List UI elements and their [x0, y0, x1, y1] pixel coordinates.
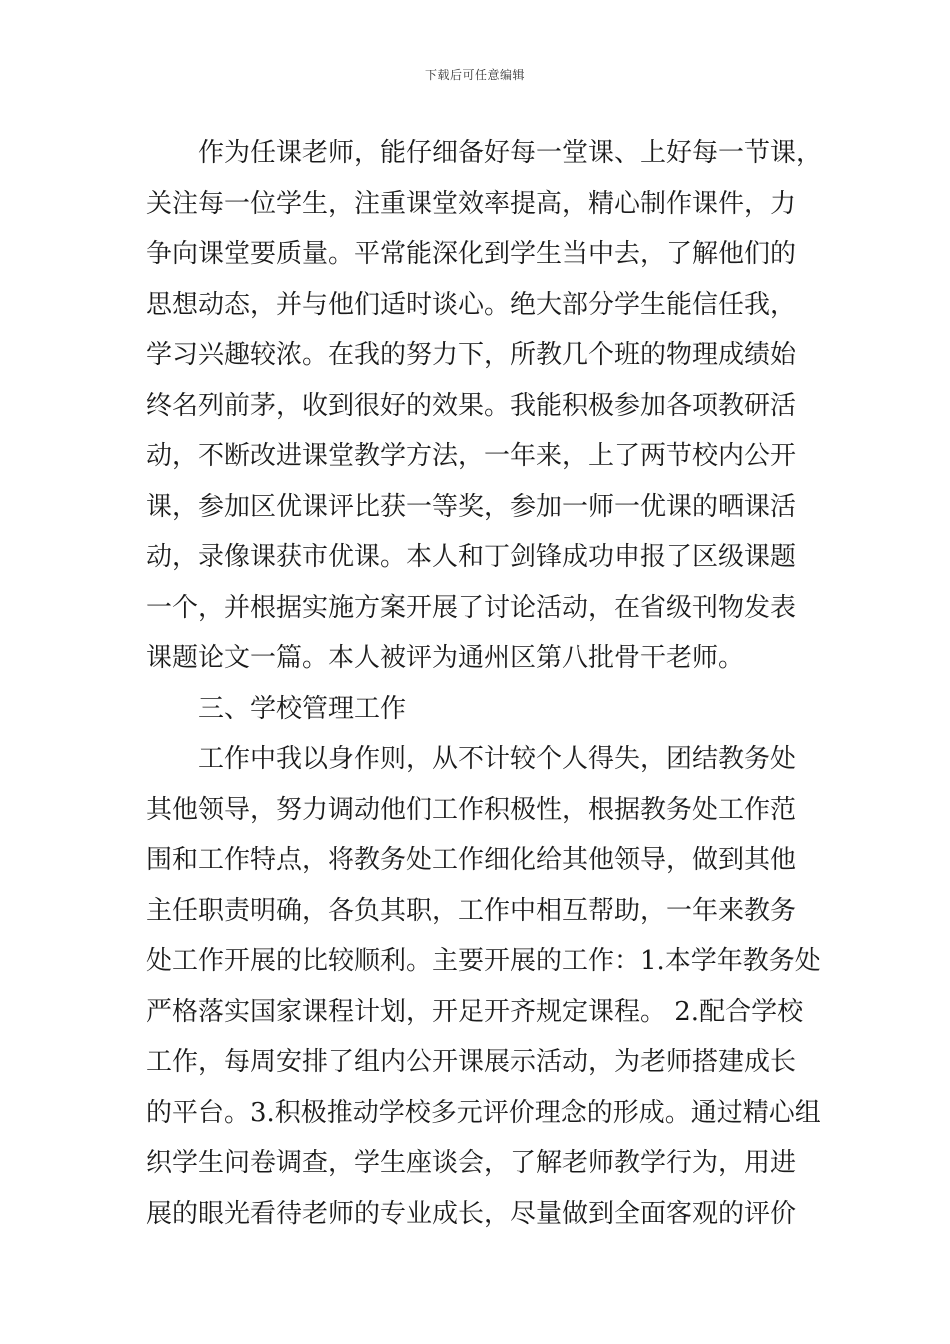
text-line: 课题论文一篇。本人被评为通州区第八批骨干老师。: [146, 643, 745, 673]
text-line: 主任职责明确，各负其职，工作中相互帮助，一年来教务: [146, 895, 797, 926]
text-line: 处工作开展的比较顺利。主要开展的工作：1.本学年教务处: [146, 946, 821, 976]
text-line: 课，参加区优课评比获一等奖，参加一师一优课的晒课活: [146, 491, 797, 522]
text-line: 一个，并根据实施方案开展了讨论活动，在省级刊物发表: [146, 592, 797, 623]
text-line: 作为任课老师，能仔细备好每一堂课、上好每一节课，: [198, 138, 823, 168]
text-line: 展的眼光看待老师的专业成长，尽量做到全面客观的评价: [146, 1198, 797, 1229]
header-note: 下载后可任意编辑: [424, 68, 525, 82]
body-text: [146, 128, 822, 1239]
text-line: 三、学校管理工作: [198, 693, 407, 724]
text-line: 学习兴趣较浓。在我的努力下，所教几个班的物理成绩始: [146, 340, 797, 370]
text-line: 关注每一位学生，注重课堂效率提高，精心制作课件，力: [146, 188, 797, 219]
text-line: 其他领导，努力调动他们工作积极性，根据教务处工作范: [146, 794, 797, 825]
text-line: 工作中我以身作则，从不计较个人得失，团结教务处: [198, 744, 797, 774]
text-line: 织学生问卷调查，学生座谈会，了解老师教学行为，用进: [146, 1148, 797, 1178]
text-line: 的平台。3.积极推动学校多元评价理念的形成。通过精心组: [146, 1097, 821, 1128]
text-line: 围和工作特点，将教务处工作细化给其他领导，做到其他: [146, 845, 797, 875]
text-line: 动，录像课获市优课。本人和丁剑锋成功申报了区级课题: [146, 542, 797, 572]
text-line: 思想动态，并与他们适时谈心。绝大部分学生能信任我，: [146, 289, 797, 320]
text-line: 严格落实国家课程计划，开足开齐规定课程。 2.配合学校: [146, 996, 804, 1027]
text-line: 终名列前茅，收到很好的效果。我能积极参加各项教研活: [146, 390, 797, 421]
text-line: 工作，每周安排了组内公开课展示活动，为老师搭建成长: [146, 1047, 797, 1077]
text-line: 动，不断改进课堂教学方法，一年来，上了两节校内公开: [146, 441, 797, 471]
text-line: 争向课堂要质量。平常能深化到学生当中去，了解他们的: [146, 239, 797, 269]
